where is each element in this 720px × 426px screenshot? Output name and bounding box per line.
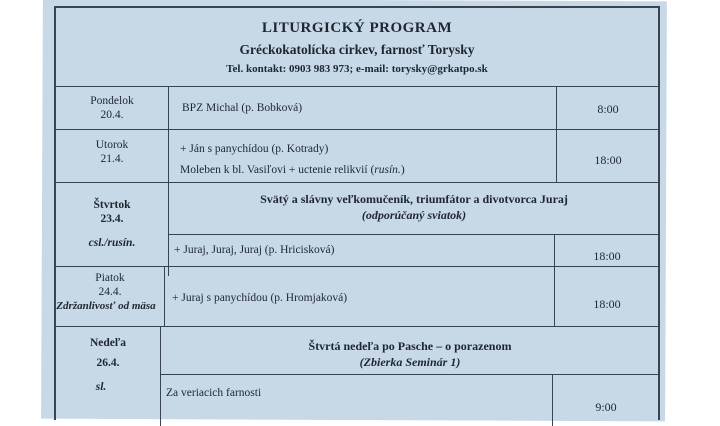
row-divider <box>56 129 658 130</box>
entry-text: + Ján s panychídou (p. Kotrady) <box>180 143 329 155</box>
program-header <box>56 8 658 87</box>
feast-divider <box>160 374 660 375</box>
liturgical-program-table <box>54 6 660 420</box>
time-value: 8:00 <box>597 102 619 116</box>
time-value: 18:00 <box>594 153 622 167</box>
feast-rank: (odporúčaný sviatok) <box>361 208 467 222</box>
feast-divider <box>168 234 660 235</box>
day-friday <box>56 271 164 313</box>
time-value: 9:00 <box>595 400 617 414</box>
entry-text <box>180 163 550 177</box>
column-divider <box>164 266 165 326</box>
day-label: Štvrtok <box>93 199 131 211</box>
day-label: Nedeľa <box>89 337 127 349</box>
feast-name: Štvrtá nedeľa po Pasche – o porazenom <box>308 339 512 353</box>
feast-title <box>160 338 660 370</box>
feast-name: Svätý a slávny veľkomučeník, triumfátor a divotvorca Juraj <box>260 192 568 206</box>
feast-rank: (Zbierka Seminár 1) <box>359 355 461 369</box>
day-date: 26.4. <box>96 357 120 369</box>
time-value: 18:00 <box>593 249 621 263</box>
column-divider <box>554 234 555 326</box>
fasting-note: Zdržanlivosť od mäsa <box>56 300 156 312</box>
entry-text: BPZ Michal (p. Bobková) <box>182 102 303 114</box>
day-label: Utorok <box>95 139 129 151</box>
day-date: 23.4. <box>100 213 124 225</box>
day-tuesday <box>56 138 168 166</box>
entry-text: + Juraj s panychídou (p. Hromjaková) <box>172 292 348 304</box>
contact-line: Tel. kontakt: 0903 983 973; e-mail: torysky@grkatpo.sk <box>226 63 488 75</box>
liturgy-language: sl. <box>95 381 107 393</box>
entry-text: Za veriacich farnosti <box>166 387 262 399</box>
day-monday <box>56 94 168 122</box>
entry-text: + Juraj, Juraj, Juraj (p. Hricisková) <box>174 244 335 256</box>
time-value: 18:00 <box>593 297 621 311</box>
row-divider <box>56 182 658 183</box>
parish-subtitle: Gréckokatolícka cirkev, farnosť Torysky <box>239 42 475 57</box>
row-divider <box>56 326 658 327</box>
liturgy-language: csl./rusín. <box>88 237 136 249</box>
day-thursday <box>56 198 168 226</box>
entry-part: Moleben k bl. Vasiľovi + uctenie relikvií ( <box>180 164 375 176</box>
page-title: LITURGICKÝ PROGRAM <box>261 20 453 36</box>
day-label: Pondelok <box>90 95 134 107</box>
day-date: 21.4. <box>100 153 124 165</box>
day-date: 20.4. <box>100 109 124 121</box>
entry-language: rusín. <box>374 164 401 176</box>
row-divider <box>56 266 658 267</box>
day-sunday <box>56 336 160 370</box>
column-divider <box>168 86 169 276</box>
entry-part: ) <box>400 164 405 176</box>
day-label: Piatok <box>95 272 125 284</box>
feast-title <box>168 191 660 223</box>
day-date: 24.4. <box>98 286 122 298</box>
